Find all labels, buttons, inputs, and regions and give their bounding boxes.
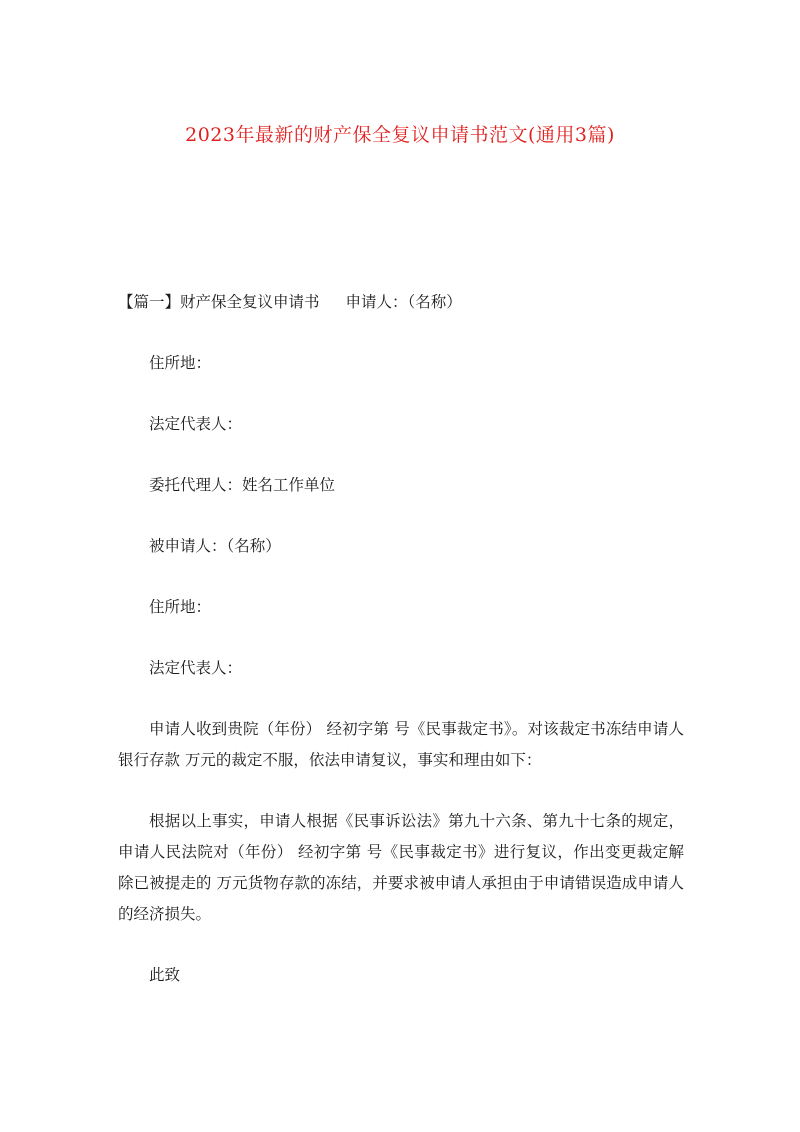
paragraph-address: 住所地： [149,354,212,372]
paragraph-agent: 委托代理人：姓名工作单位 [149,476,336,494]
paragraph-request: 根据以上事实，申请人根据《民事诉讼法》第九十六条、第九十七条的规定，申请人民法院对（年份） 经初字第 号《民事裁定书》进行复议，作出变更裁定解除已被提走的 万元货物存款的冻结，并要求被申请人承担由于申请错误造成申请人的经济损失。 [118,812,684,923]
paragraph-closing: 此致 [149,966,181,984]
paragraph-respondent-address: 住所地： [149,598,212,616]
paragraph-respondent-legal-rep: 法定代表人： [149,659,243,677]
paragraph-facts: 申请人收到贵院（年份） 经初字第 号《民事裁定书》。对该裁定书冻结申请人银行存款 万元的裁定不服，依法申请复议，事实和理由如下： [118,720,684,769]
document-title: 2023年最新的财产保全复议申请书范文(通用3篇) [185,124,615,146]
paragraph-legal-rep: 法定代表人： [149,415,243,433]
paragraph-respondent: 被申请人：（名称） [149,537,281,555]
applicant-label: 申请人：（名称） [345,293,462,311]
section-heading [118,287,684,318]
document-body [118,287,684,991]
section-title: 【篇一】财产保全复议申请书 [118,293,320,311]
